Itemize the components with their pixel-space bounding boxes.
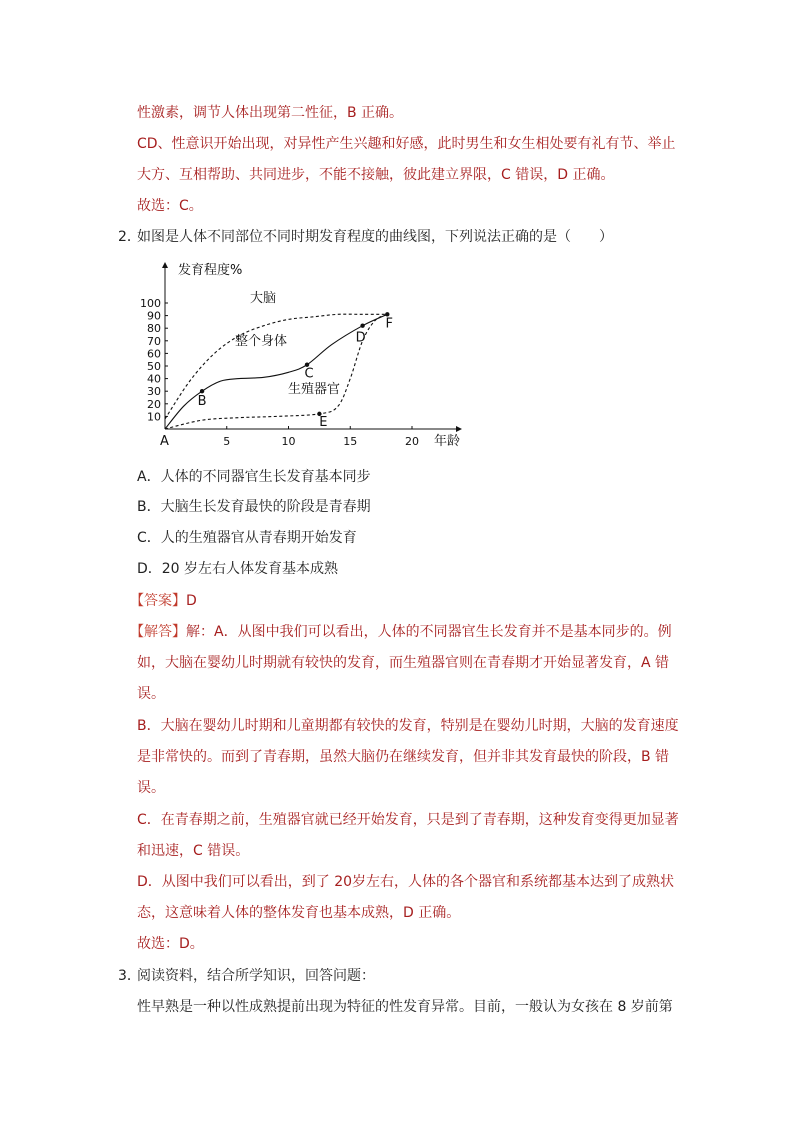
- y-tick-label: 80: [147, 322, 161, 336]
- y-tick-label: 10: [147, 410, 161, 424]
- chart-points: [198, 312, 393, 430]
- series-label-reproductive: 生殖器官: [288, 382, 341, 397]
- option-b: B．大脑生长发育最快的阶段是青春期: [137, 499, 371, 515]
- point-b: [200, 389, 204, 393]
- development-chart: [138, 254, 478, 454]
- point-label-f: F: [385, 316, 394, 332]
- chart-ticks: [140, 297, 419, 448]
- analysis-line-6: 误。: [137, 780, 165, 796]
- analysis-line-1: [130, 622, 672, 642]
- y-tick-label: 30: [147, 385, 161, 399]
- x-axis-label: 年龄: [434, 434, 461, 449]
- prev-answer-line-3: 大方、互相帮助、共同进步，不能不接触，彼此建立界限，C 错误，D 正确。: [137, 167, 615, 183]
- option-a: A．人体的不同器官生长发育基本同步: [137, 469, 371, 485]
- analysis-tag: 【解答】: [130, 624, 186, 640]
- point-label-e: E: [319, 414, 328, 430]
- x-tick-label: 15: [343, 435, 358, 448]
- x-axis-arrow: [456, 426, 462, 432]
- analysis-line-5: 是非常快的。而到了青春期，虽然大脑仍在继续发育，但并非其发育最快的阶段，B 错: [137, 749, 670, 765]
- question-3-stem: 阅读资料，结合所学知识，回答问题：: [137, 968, 375, 984]
- answer-tag: 【答案】: [130, 593, 186, 609]
- option-c: C．人的生殖器官从青春期开始发育: [137, 530, 357, 546]
- point-label-b: B: [197, 394, 207, 410]
- answer-value: D: [186, 593, 197, 609]
- analysis-line-4: B．大脑在婴幼儿时期和儿童期都有较快的发育，特别是在婴幼儿时期，大脑的发育速度: [137, 718, 679, 734]
- origin-label: A: [160, 434, 169, 449]
- point-label-d: D: [355, 330, 366, 346]
- series-label-brain: 大脑: [250, 291, 277, 306]
- analysis-conclusion: 故选：D。: [137, 936, 204, 952]
- y-tick-label: 50: [147, 360, 161, 373]
- prev-answer-conclusion: 故选：C。: [137, 198, 203, 214]
- y-tick-label: 60: [147, 347, 161, 361]
- answer-line: [130, 591, 197, 611]
- analysis-text-1: 解：A．从图中我们可以看出，人体的不同器官生长发育并不是基本同步的。例: [186, 624, 672, 640]
- analysis-line-9: D．从图中我们可以看出，到了 20岁左右，人体的各个器官和系统都基本达到了成熟状: [137, 874, 675, 890]
- y-axis-label: 发育程度%: [178, 263, 243, 278]
- y-axis-arrow: [162, 262, 168, 268]
- y-tick-label: 70: [147, 334, 161, 348]
- question-3-number: 3．: [118, 968, 141, 984]
- y-tick-label: 100: [140, 297, 161, 310]
- question-2-number: 2．: [118, 229, 141, 245]
- y-tick-label: 20: [147, 397, 161, 411]
- prev-answer-line-1: 性激素，调节人体出现第二性征，B 正确。: [137, 105, 404, 121]
- x-tick-label: 10: [281, 435, 296, 448]
- prev-answer-line-2: CD、性意识开始出现，对异性产生兴趣和好感，此时男生和女生相处要有礼有节、举止: [137, 136, 676, 152]
- curve-reproductive-organs: [165, 314, 387, 429]
- option-d: D．20 岁左右人体发育基本成熟: [137, 561, 339, 577]
- point-label-c: C: [304, 366, 314, 382]
- analysis-line-8: 和迅速，C 错误。: [137, 843, 250, 859]
- x-tick-label: 5: [223, 435, 231, 448]
- analysis-line-3: 误。: [137, 686, 165, 702]
- question-3-text: 性早熟是一种以性成熟提前出现为特征的性发育异常。目前，一般认为女孩在 8 岁前第: [137, 999, 673, 1015]
- question-2-stem: 如图是人体不同部位不同时期发育程度的曲线图，下列说法正确的是（ ）: [137, 229, 613, 245]
- y-tick-label: 40: [147, 372, 161, 386]
- curve-whole-body: [165, 314, 387, 429]
- point-d: [360, 323, 364, 327]
- x-tick-label: 20: [405, 435, 419, 448]
- y-tick-label: 90: [147, 309, 161, 323]
- chart-curves: [165, 314, 387, 429]
- chart-axes: [162, 262, 462, 432]
- analysis-line-10: 态，这意味着人体的整体发育也基本成熟，D 正确。: [137, 905, 461, 921]
- analysis-line-7: C．在青春期之前，生殖器官就已经开始发育，只是到了青春期，这种发育变得更加显著: [137, 812, 679, 828]
- series-label-body: 整个身体: [235, 334, 288, 349]
- analysis-line-2: 如，大脑在婴幼儿时期就有较快的发育，而生殖器官则在青春期才开始显著发育，A 错: [137, 655, 670, 671]
